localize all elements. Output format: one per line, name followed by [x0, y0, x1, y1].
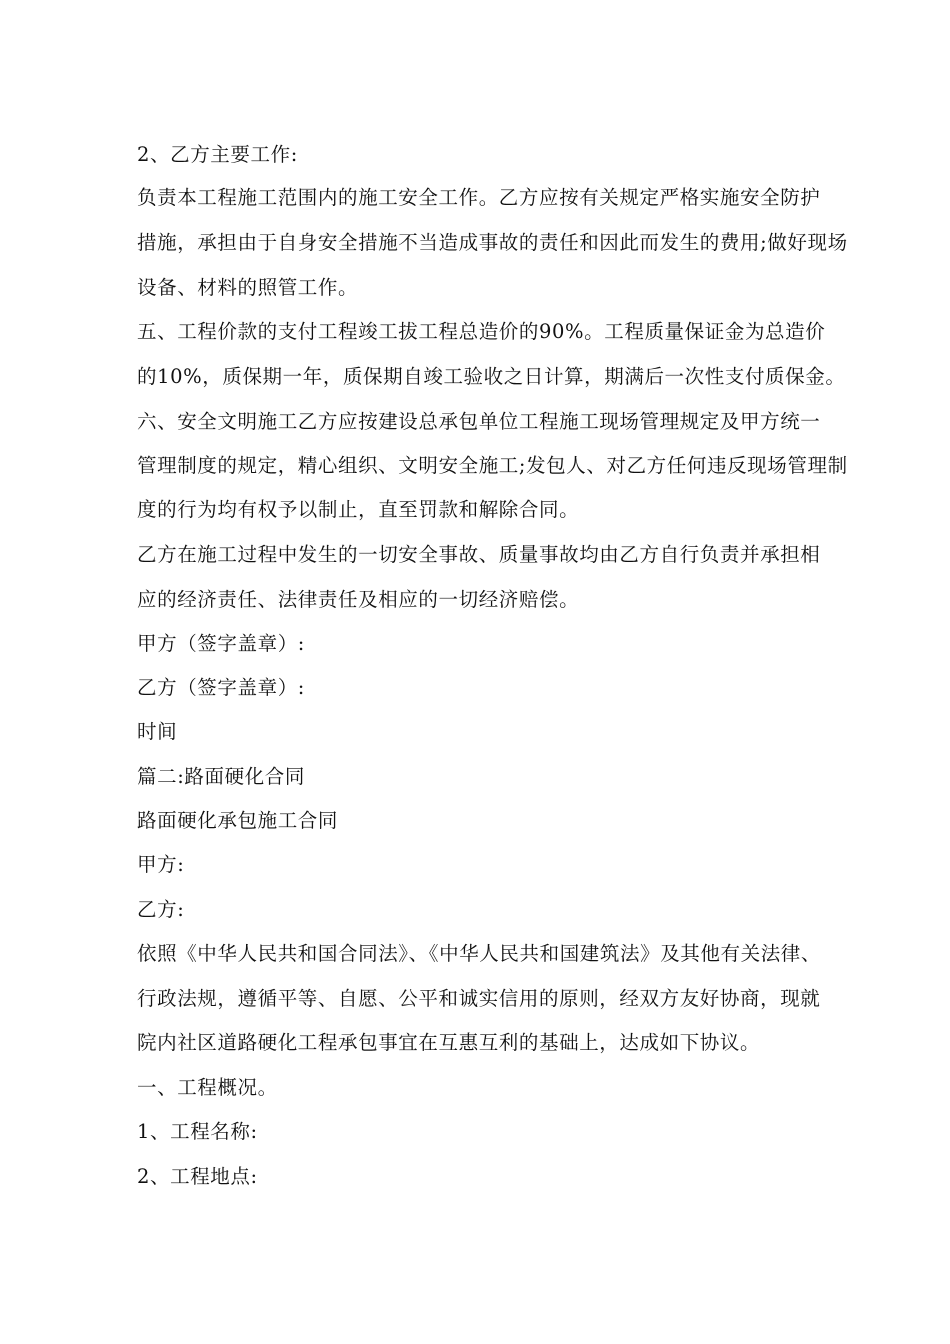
section-6-paragraph-line: 管理制度的规定，精心组织、文明安全施工;发包人、对乙方任何违反现场管理制	[137, 454, 848, 477]
project-location-line: 2、工程地点:	[137, 1165, 258, 1188]
paragraph-line: 负责本工程施工范围内的施工安全工作。乙方应按有关规定严格实施安全防护	[137, 186, 821, 209]
section-6-paragraph-line: 度的行为均有权予以制止，直至罚款和解除合同。	[137, 498, 580, 521]
preamble-line: 院内社区道路硬化工程承包事宜在互惠互利的基础上，达成如下协议。	[137, 1031, 761, 1054]
party-b-label: 乙方:	[137, 898, 185, 921]
liability-paragraph-line: 乙方在施工过程中发生的一切安全事故、质量事故均由乙方自行负责并承担相	[137, 543, 821, 566]
liability-paragraph-line: 应的经济责任、法律责任及相应的一切经济赔偿。	[137, 588, 580, 611]
section-5-paragraph-line: 五、工程价款的支付工程竣工拔工程总造价的90%。工程质量保证金为总造价	[137, 320, 826, 343]
section-6-paragraph-line: 六、安全文明施工乙方应按建设总承包单位工程施工现场管理规定及甲方统一	[137, 410, 821, 433]
preamble-line: 依照《中华人民共和国合同法》、《中华人民共和国建筑法》及其他有关法律、	[137, 942, 822, 965]
date-line: 时间	[137, 720, 178, 743]
section-5-paragraph-line: 的10%，质保期一年，质保期自竣工验收之日计算，期满后一次性支付质保金。	[137, 365, 846, 388]
project-name-line: 1、工程名称:	[137, 1120, 258, 1143]
party-a-label: 甲方:	[137, 853, 185, 876]
party-b-signature-line: 乙方（签字盖章）:	[137, 676, 305, 699]
chapter-2-title: 篇二:路面硬化合同	[137, 765, 305, 788]
section-1-heading: 一、工程概况。	[137, 1076, 278, 1099]
paragraph-line: 设备、材料的照管工作。	[137, 276, 359, 299]
party-a-signature-line: 甲方（签字盖章）:	[137, 632, 305, 655]
paragraph-line: 措施，承担由于自身安全措施不当造成事故的责任和因此而发生的费用;做好现场	[137, 231, 848, 254]
clause-2-heading: 2、乙方主要工作:	[137, 143, 298, 166]
preamble-line: 行政法规，遵循平等、自愿、公平和诚实信用的原则，经双方友好协商，现就	[137, 987, 821, 1010]
contract-title: 路面硬化承包施工合同	[137, 809, 339, 832]
